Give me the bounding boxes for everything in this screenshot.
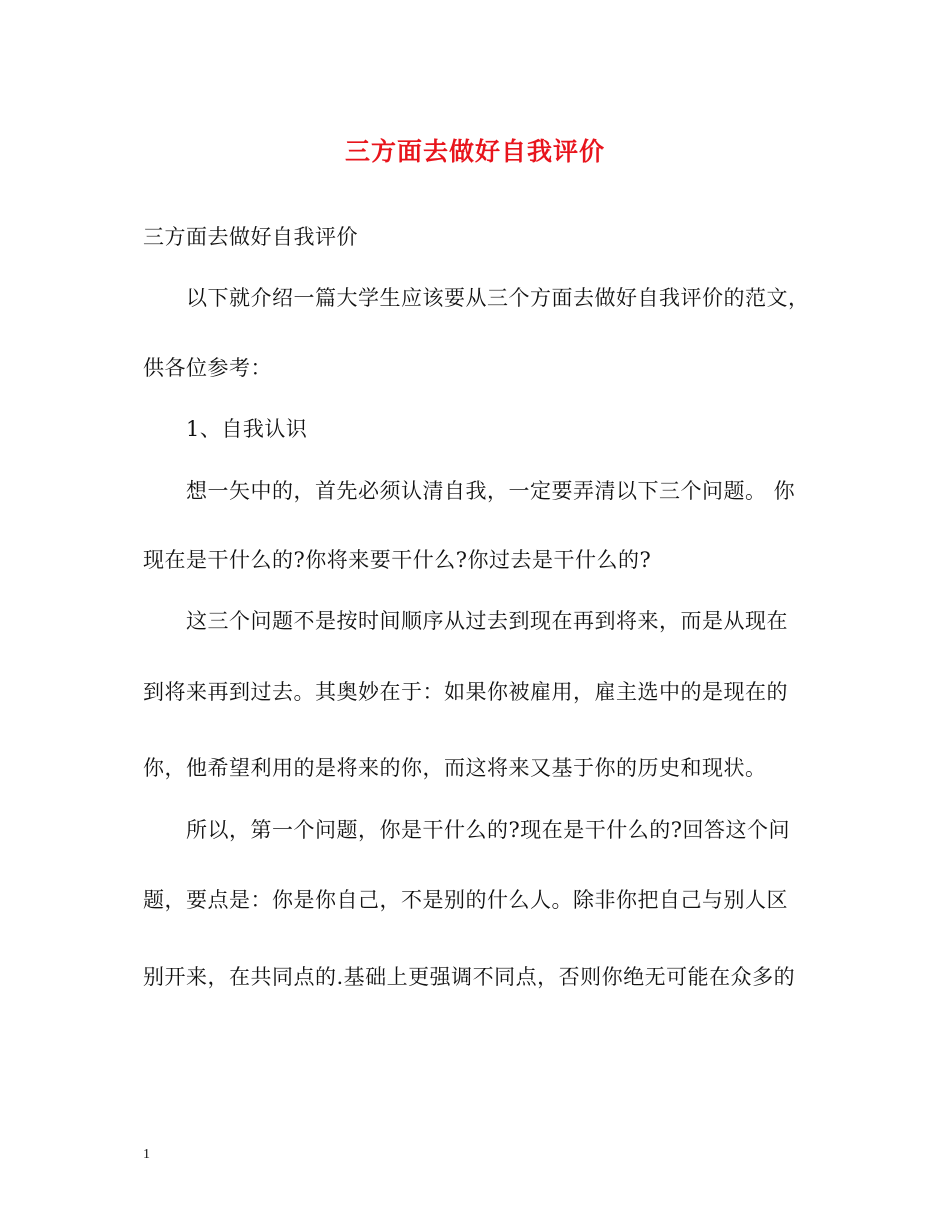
document-title: 三方面去做好自我评价	[344, 137, 605, 166]
body-line: 别开来，在共同点的.基础上更强调不同点，否则你绝无可能在众多的	[143, 965, 796, 989]
body-line: 到将来再到过去。其奥妙在于：如果你被雇用，雇主选中的是现在的	[143, 680, 788, 704]
body-line: 这三个问题不是按时间顺序从过去到现在再到将来，而是从现在	[186, 609, 788, 633]
body-line: 三方面去做好自我评价	[143, 225, 358, 249]
body-line: 现在是干什么的?你将来要干什么?你过去是干什么的?	[143, 548, 652, 572]
body-line: 题，要点是：你是你自己，不是别的什么人。除非你把自己与别人区	[143, 888, 788, 912]
body-line: 想一矢中的，首先必须认清自我，一定要弄清以下三个问题。 你	[186, 479, 796, 503]
body-line: 1、自我认识	[186, 417, 308, 441]
body-line: 供各位参考：	[143, 356, 272, 380]
body-line: 所以，第一个问题，你是干什么的?现在是干什么的?回答这个问	[186, 818, 791, 842]
body-line: 你，他希望利用的是将来的你，而这将来又基于你的历史和现状。	[143, 756, 767, 780]
body-line: 以下就介绍一篇大学生应该要从三个方面去做好自我评价的范文，	[186, 286, 810, 310]
page-number: 1	[143, 1147, 150, 1162]
